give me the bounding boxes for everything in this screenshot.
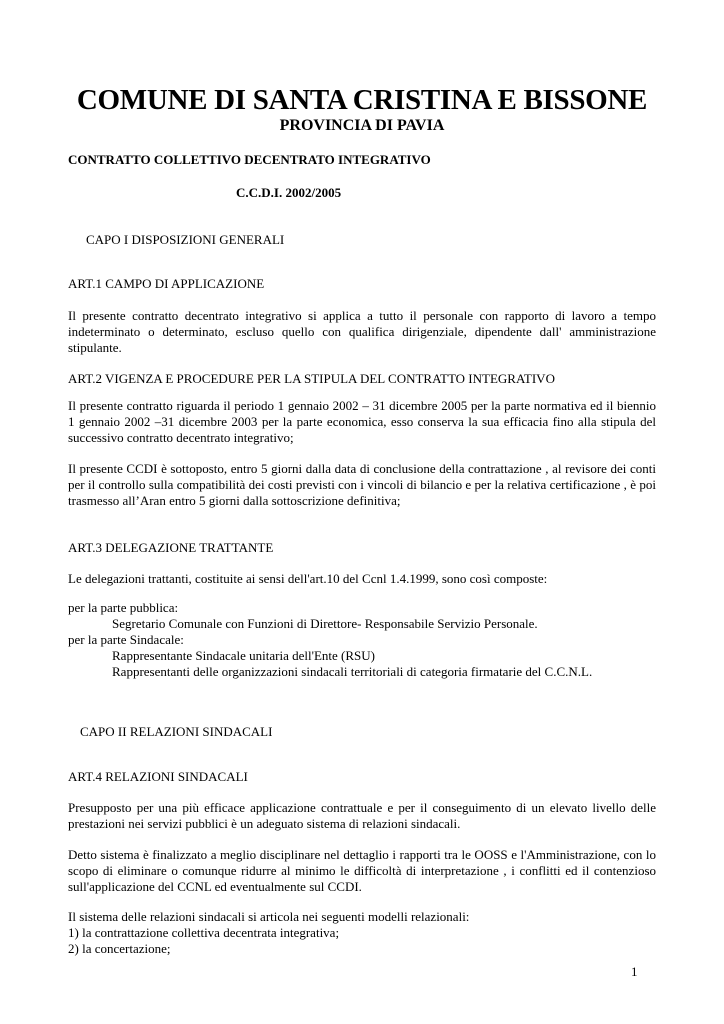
public-part-item: Segretario Comunale con Funzioni di Direttore- Responsabile Servizio Personale. [112, 616, 538, 631]
art-4-heading: ART.4 RELAZIONI SINDACALI [68, 769, 248, 784]
art-4-paragraph-2: Detto sistema è finalizzato a meglio disciplinare nel dettaglio i rapporti tra le OOSS e l'Amministrazione, con lo scopo di eliminare o comunque ridurre al minimo le difficoltà di interpretazione , i conflitti ed il contenzioso sull'applicazione del CCNL ed eventualmente sul CCDI. [68, 847, 656, 894]
union-part-item-2: Rappresentanti delle organizzazioni sindacali territoriali di categoria firmatarie del C.C.N.L. [112, 664, 593, 679]
art-2-paragraph-2: Il presente CCDI è sottoposto, entro 5 giorni dalla data di conclusione della contrattazione , al revisore dei conti per il controllo sulla compatibilità dei costi previsti con i vincoli di bilancio e per la relativa certificazione , è poi trasmesso all’Aran entro 5 giorni dalla sottoscrizione definitiva; [68, 461, 656, 508]
art-4-paragraph-3: Il sistema delle relazioni sindacali si articola nei seguenti modelli relazionali: [68, 909, 470, 924]
union-part-item-1: Rappresentante Sindacale unitaria dell'Ente (RSU) [112, 648, 375, 663]
province-subtitle: PROVINCIA DI PAVIA [279, 117, 445, 134]
contract-title: CONTRATTO COLLETTIVO DECENTRATO INTEGRATIVO [68, 152, 431, 167]
relational-model-item-2: 2) la concertazione; [68, 941, 171, 956]
public-part-label: per la parte pubblica: [68, 600, 179, 615]
union-part-label: per la parte Sindacale: [68, 632, 184, 647]
art-4-paragraph-1: Presupposto per una più efficace applicazione contrattuale e per il conseguimento di un elevato livello delle prestazioni nei servizi pubblici è un adeguato sistema di relazioni sindacali. [68, 800, 656, 831]
relational-model-item-1: 1) la contrattazione collettiva decentrata integrativa; [68, 925, 340, 940]
page-number: 1 [631, 964, 638, 979]
art-2-paragraph-1: Il presente contratto riguarda il periodo 1 gennaio 2002 – 31 dicembre 2005 per la parte normativa ed il biennio 1 gennaio 2002 –31 dicembre 2003 per la parte economica, esso conserva la sua efficacia fino alla stipula del successivo contratto decentrato integrativo; [68, 398, 656, 445]
art-1-heading: ART.1 CAMPO DI APPLICAZIONE [68, 276, 265, 291]
art-1-paragraph: Il presente contratto decentrato integrativo si applica a tutto il personale con rapporto di lavoro a tempo indeterminato o determinato, escluso quello con qualifica dirigenziale, dipendente dall' amministrazione stipulante. [68, 308, 656, 355]
art-3-intro: Le delegazioni trattanti, costituite ai sensi dell'art.10 del Ccnl 1.4.1999, sono così composte: [68, 571, 548, 586]
art-3-heading: ART.3 DELEGAZIONE TRATTANTE [68, 540, 274, 555]
municipality-title: COMUNE DI SANTA CRISTINA E BISSONE [76, 84, 648, 116]
capo-2-heading: CAPO II RELAZIONI SINDACALI [80, 724, 273, 739]
capo-1-heading: CAPO I DISPOSIZIONI GENERALI [86, 232, 285, 247]
art-2-heading: ART.2 VIGENZA E PROCEDURE PER LA STIPULA DEL CONTRATTO INTEGRATIVO [68, 371, 555, 386]
contract-code: C.C.D.I. 2002/2005 [236, 185, 342, 200]
